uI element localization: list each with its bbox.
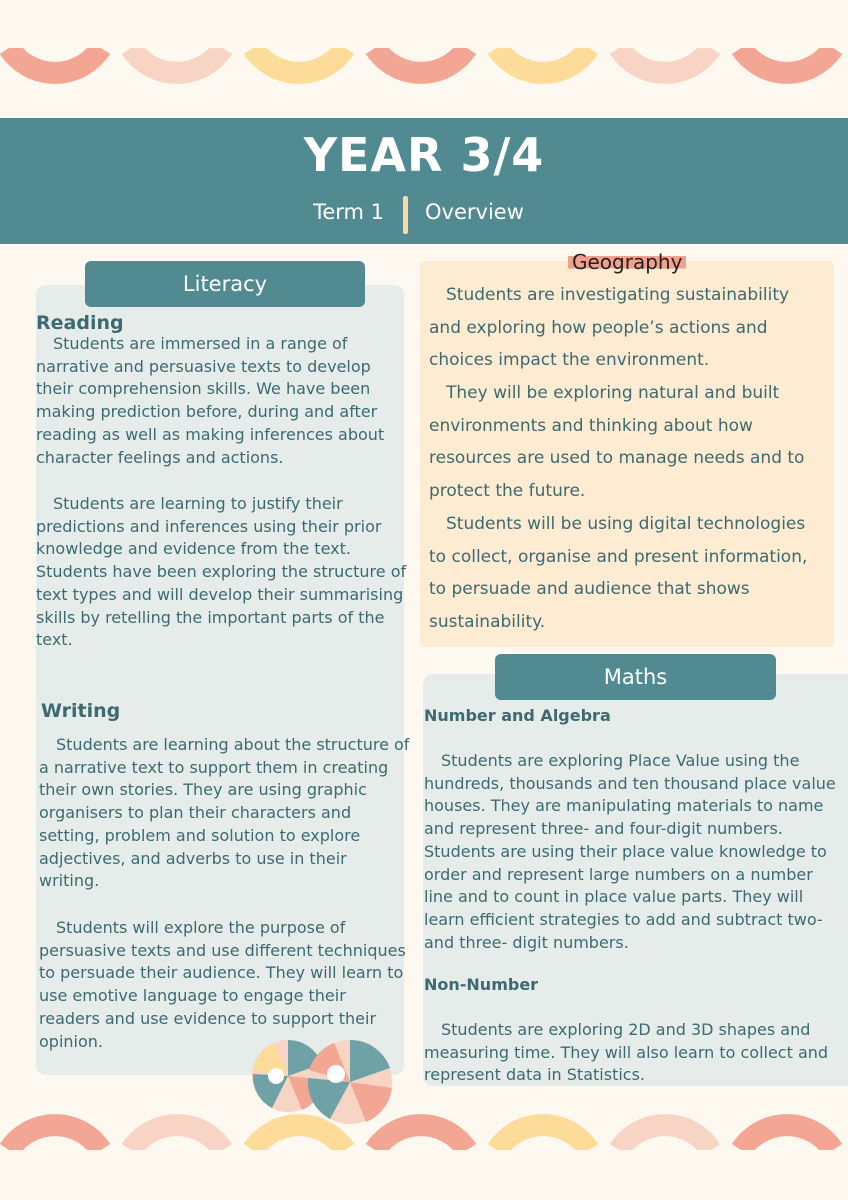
reading-paragraph: Students are learning to justify their predictions and inferences using their prior knowledge and evidence from the text. Students have been exploring the structure of text types and will develop their summarising skills by retelling the important parts of the text.	[36, 494, 407, 650]
reading-heading: Reading	[36, 312, 124, 334]
geography-paragraph: Students are investigating sustainability and exploring how people’s actions and choices impact the environment.	[429, 285, 790, 371]
bottom-arch-decoration	[0, 1086, 848, 1150]
top-arch-decoration	[0, 48, 848, 112]
maths-title: Maths	[495, 654, 776, 700]
number-algebra-heading: Number and Algebra	[424, 706, 611, 725]
number-algebra-paragraph: Students are exploring Place Value using the hundreds, thousands and ten thousand place value houses. They are manipulating materials to name and represent three- and four-digit numbers. Students are using their place value knowledge to order and represent large numbers on a number line and to count in place value parts. They will learn efficient strategies to add and subtract two- and three- digit numbers.	[424, 751, 836, 952]
subtitle-row	[0, 196, 848, 236]
geography-paragraph: They will be exploring natural and built environments and thinking about how resources are used to manage needs and to protect the future.	[429, 383, 805, 502]
literacy-title: Literacy	[85, 261, 365, 307]
non-number-paragraph: Students are exploring 2D and 3D shapes and measuring time. They will also learn to collect and represent data in Statistics.	[424, 1020, 829, 1085]
writing-paragraph: Students will explore the purpose of persuasive texts and use different techniques to persuade their audience. They will learn to use emotive language to engage their readers and use evidence to support their opinion.	[39, 918, 406, 1051]
term-label: Term 1	[313, 200, 384, 224]
writing-paragraph: Students are learning about the structure of a narrative text to support them in creating their own stories. They are using graphic organisers to plan their characters and setting, problem and solution to explore adjectives, and adverbs to use in their writing.	[39, 735, 410, 891]
non-number-heading: Non-Number	[424, 975, 539, 994]
geography-title: Geography	[568, 250, 686, 274]
writing-heading: Writing	[41, 700, 121, 722]
subtitle-divider	[403, 196, 408, 234]
reading-paragraph: Students are immersed in a range of narrative and persuasive texts to develop their comprehension skills. We have been making prediction before, during and after reading as well as making inferences about character feelings and actions.	[36, 334, 385, 467]
beach-ball-icon	[250, 1034, 400, 1134]
page-title: YEAR 3/4	[303, 128, 545, 182]
geography-paragraph: Students will be using digital technologies to collect, organise and present information, to persuade and audience that shows sustainability.	[429, 514, 808, 633]
overview-label: Overview	[425, 200, 524, 224]
